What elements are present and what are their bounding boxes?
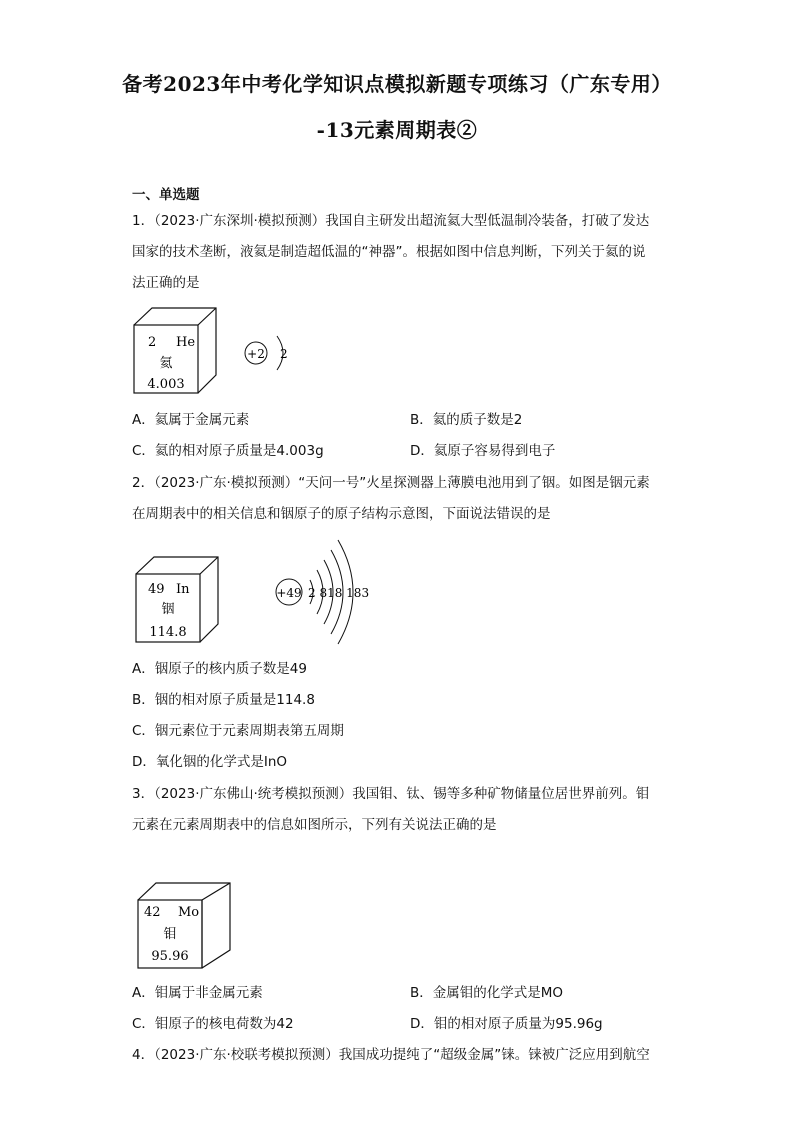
- q2-nucleus-charge: +49: [276, 586, 302, 600]
- q2-element-name: 铟: [161, 602, 175, 617]
- document-title-line1: 备考2023年中考化学知识点模拟新题专项练习（广东专用）: [122, 72, 672, 96]
- q4-stem-line1: 4．（2023·广东·校联考模拟预测）我国成功提纯了“超级金属”铼。铼被广泛应用到航空: [132, 1047, 650, 1063]
- q3-stem-line1: 3．（2023·广东佛山·统考模拟预测）我国钼、钛、锡等多种矿物储量位居世界前列。钼: [132, 786, 650, 802]
- q1-element-symbol: He: [176, 335, 196, 350]
- q1-atomic-number: 2: [148, 335, 157, 350]
- q3-option-c: C．钼原子的核电荷数为42: [132, 1016, 294, 1032]
- q3-figure: [134, 880, 244, 972]
- q2-option-d: D．氧化铟的化学式是InO: [132, 754, 288, 770]
- q3-element-symbol: Mo: [178, 905, 200, 920]
- q1-atom-diagram: [245, 336, 288, 370]
- q3-stem-line2: 元素在元素周期表中的信息如图所示，下列有关说法正确的是: [132, 817, 497, 833]
- q2-electron-shells: 2 818 183: [308, 586, 370, 600]
- q2-atomic-mass: 114.8: [149, 625, 187, 640]
- q1-stem-line3: 法正确的是: [132, 275, 200, 291]
- q3-option-d: D．钼的相对原子质量为95.96g: [410, 1016, 603, 1032]
- q3-atomic-number: 42: [144, 905, 161, 920]
- section-heading: 一、单选题: [132, 187, 200, 203]
- q2-stem-line1: 2．（2023·广东·模拟预测）“天问一号”火星探测器上薄膜电池用到了铟。如图是铟元素: [132, 475, 650, 491]
- q1-stem-line1: 1．（2023·广东深圳·模拟预测）我国自主研发出超流氦大型低温制冷装备，打破了发达: [132, 213, 650, 229]
- q2-element-symbol: In: [176, 582, 190, 597]
- document-title-line2: -13元素周期表②: [316, 118, 478, 142]
- q3-option-b: B．金属钼的化学式是MO: [410, 985, 564, 1001]
- q2-atomic-number: 49: [148, 582, 165, 597]
- q1-nucleus-charge: +2: [247, 347, 265, 361]
- q1-option-a: A．氦属于金属元素: [132, 412, 250, 428]
- q2-option-c: C．铟元素位于元素周期表第五周期: [132, 723, 344, 739]
- q2-stem-line2: 在周期表中的相关信息和铟原子的原子结构示意图，下面说法错误的是: [132, 506, 551, 522]
- q2-option-b: B．铟的相对原子质量是114.8: [132, 692, 315, 708]
- q2-figure: [130, 528, 390, 650]
- q1-option-b: B．氦的质子数是2: [410, 412, 523, 428]
- q1-electron-shells: 2: [280, 347, 288, 361]
- q1-atomic-mass: 4.003: [147, 377, 185, 392]
- q1-element-name: 氦: [159, 356, 173, 371]
- q1-figure: [130, 305, 310, 397]
- q3-option-a: A．钼属于非金属元素: [132, 985, 263, 1001]
- q1-option-d: D．氦原子容易得到电子: [410, 443, 556, 459]
- q3-atomic-mass: 95.96: [151, 949, 189, 964]
- q3-element-name: 钼: [163, 927, 177, 942]
- q1-stem-line2: 国家的技术垄断，液氦是制造超低温的“神器”。根据如图中信息判断，下列关于氦的说: [132, 244, 646, 260]
- q2-option-a: A．铟原子的核内质子数是49: [132, 661, 307, 677]
- q1-option-c: C．氦的相对原子质量是4.003g: [132, 443, 324, 459]
